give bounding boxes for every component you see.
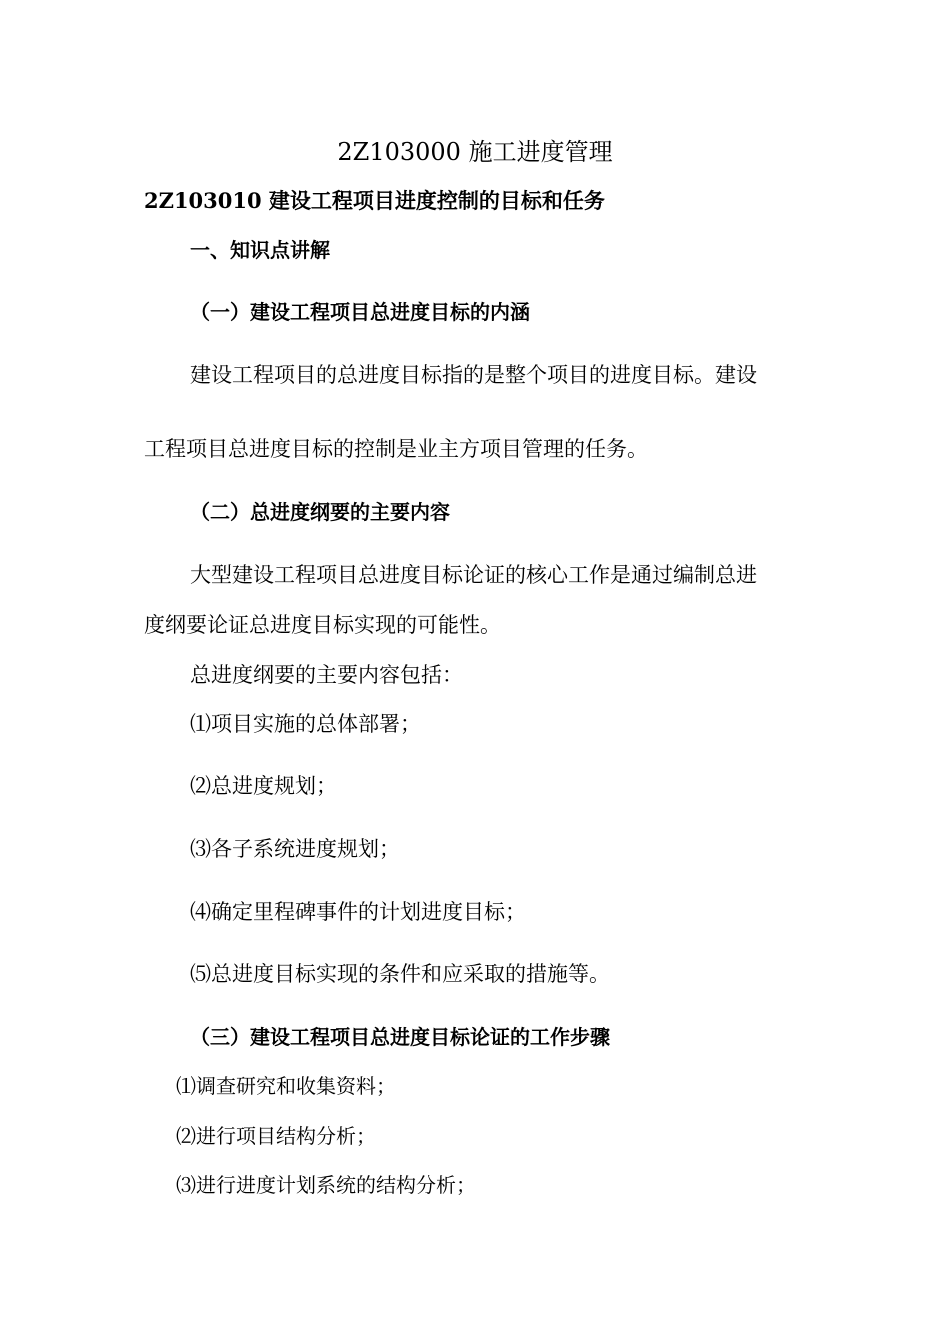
knowledge-heading: 一、知识点讲解 [190,238,330,262]
list-item: ⑴项目实施的总体部署； [190,712,421,736]
step-item: ⑵进行项目结构分析； [176,1124,376,1148]
list-item: ⑶各子系统进度规划； [190,837,400,861]
paragraph-2-line-2: 度纲要论证总进度目标实现的可能性。 [144,613,501,637]
list-item: ⑵总进度规划； [190,774,337,798]
paragraph-2-line-1: 大型建设工程项目总进度目标论证的核心工作是通过编制总进 [190,563,757,587]
section-heading: 2Z103010 建设工程项目进度控制的目标和任务 [144,188,605,213]
subheading-1: （一）建设工程项目总进度目标的内涵 [190,300,530,324]
subheading-2: （二）总进度纲要的主要内容 [190,500,450,524]
list-item: ⑷确定里程碑事件的计划进度目标； [190,900,526,924]
outline-intro: 总进度纲要的主要内容包括： [190,663,463,687]
paragraph-1-line-2: 工程项目总进度目标的控制是业主方项目管理的任务。 [144,437,648,461]
list-item: ⑸总进度目标实现的条件和应采取的措施等。 [190,962,610,986]
paragraph-1-line-1: 建设工程项目的总进度目标指的是整个项目的进度目标。建设 [190,363,757,387]
step-item: ⑴调查研究和收集资料； [176,1074,396,1098]
step-item: ⑶进行进度计划系统的结构分析； [176,1173,476,1197]
document-title: 2Z103000 施工进度管理 [337,138,613,166]
subheading-3: （三）建设工程项目总进度目标论证的工作步骤 [190,1025,610,1049]
